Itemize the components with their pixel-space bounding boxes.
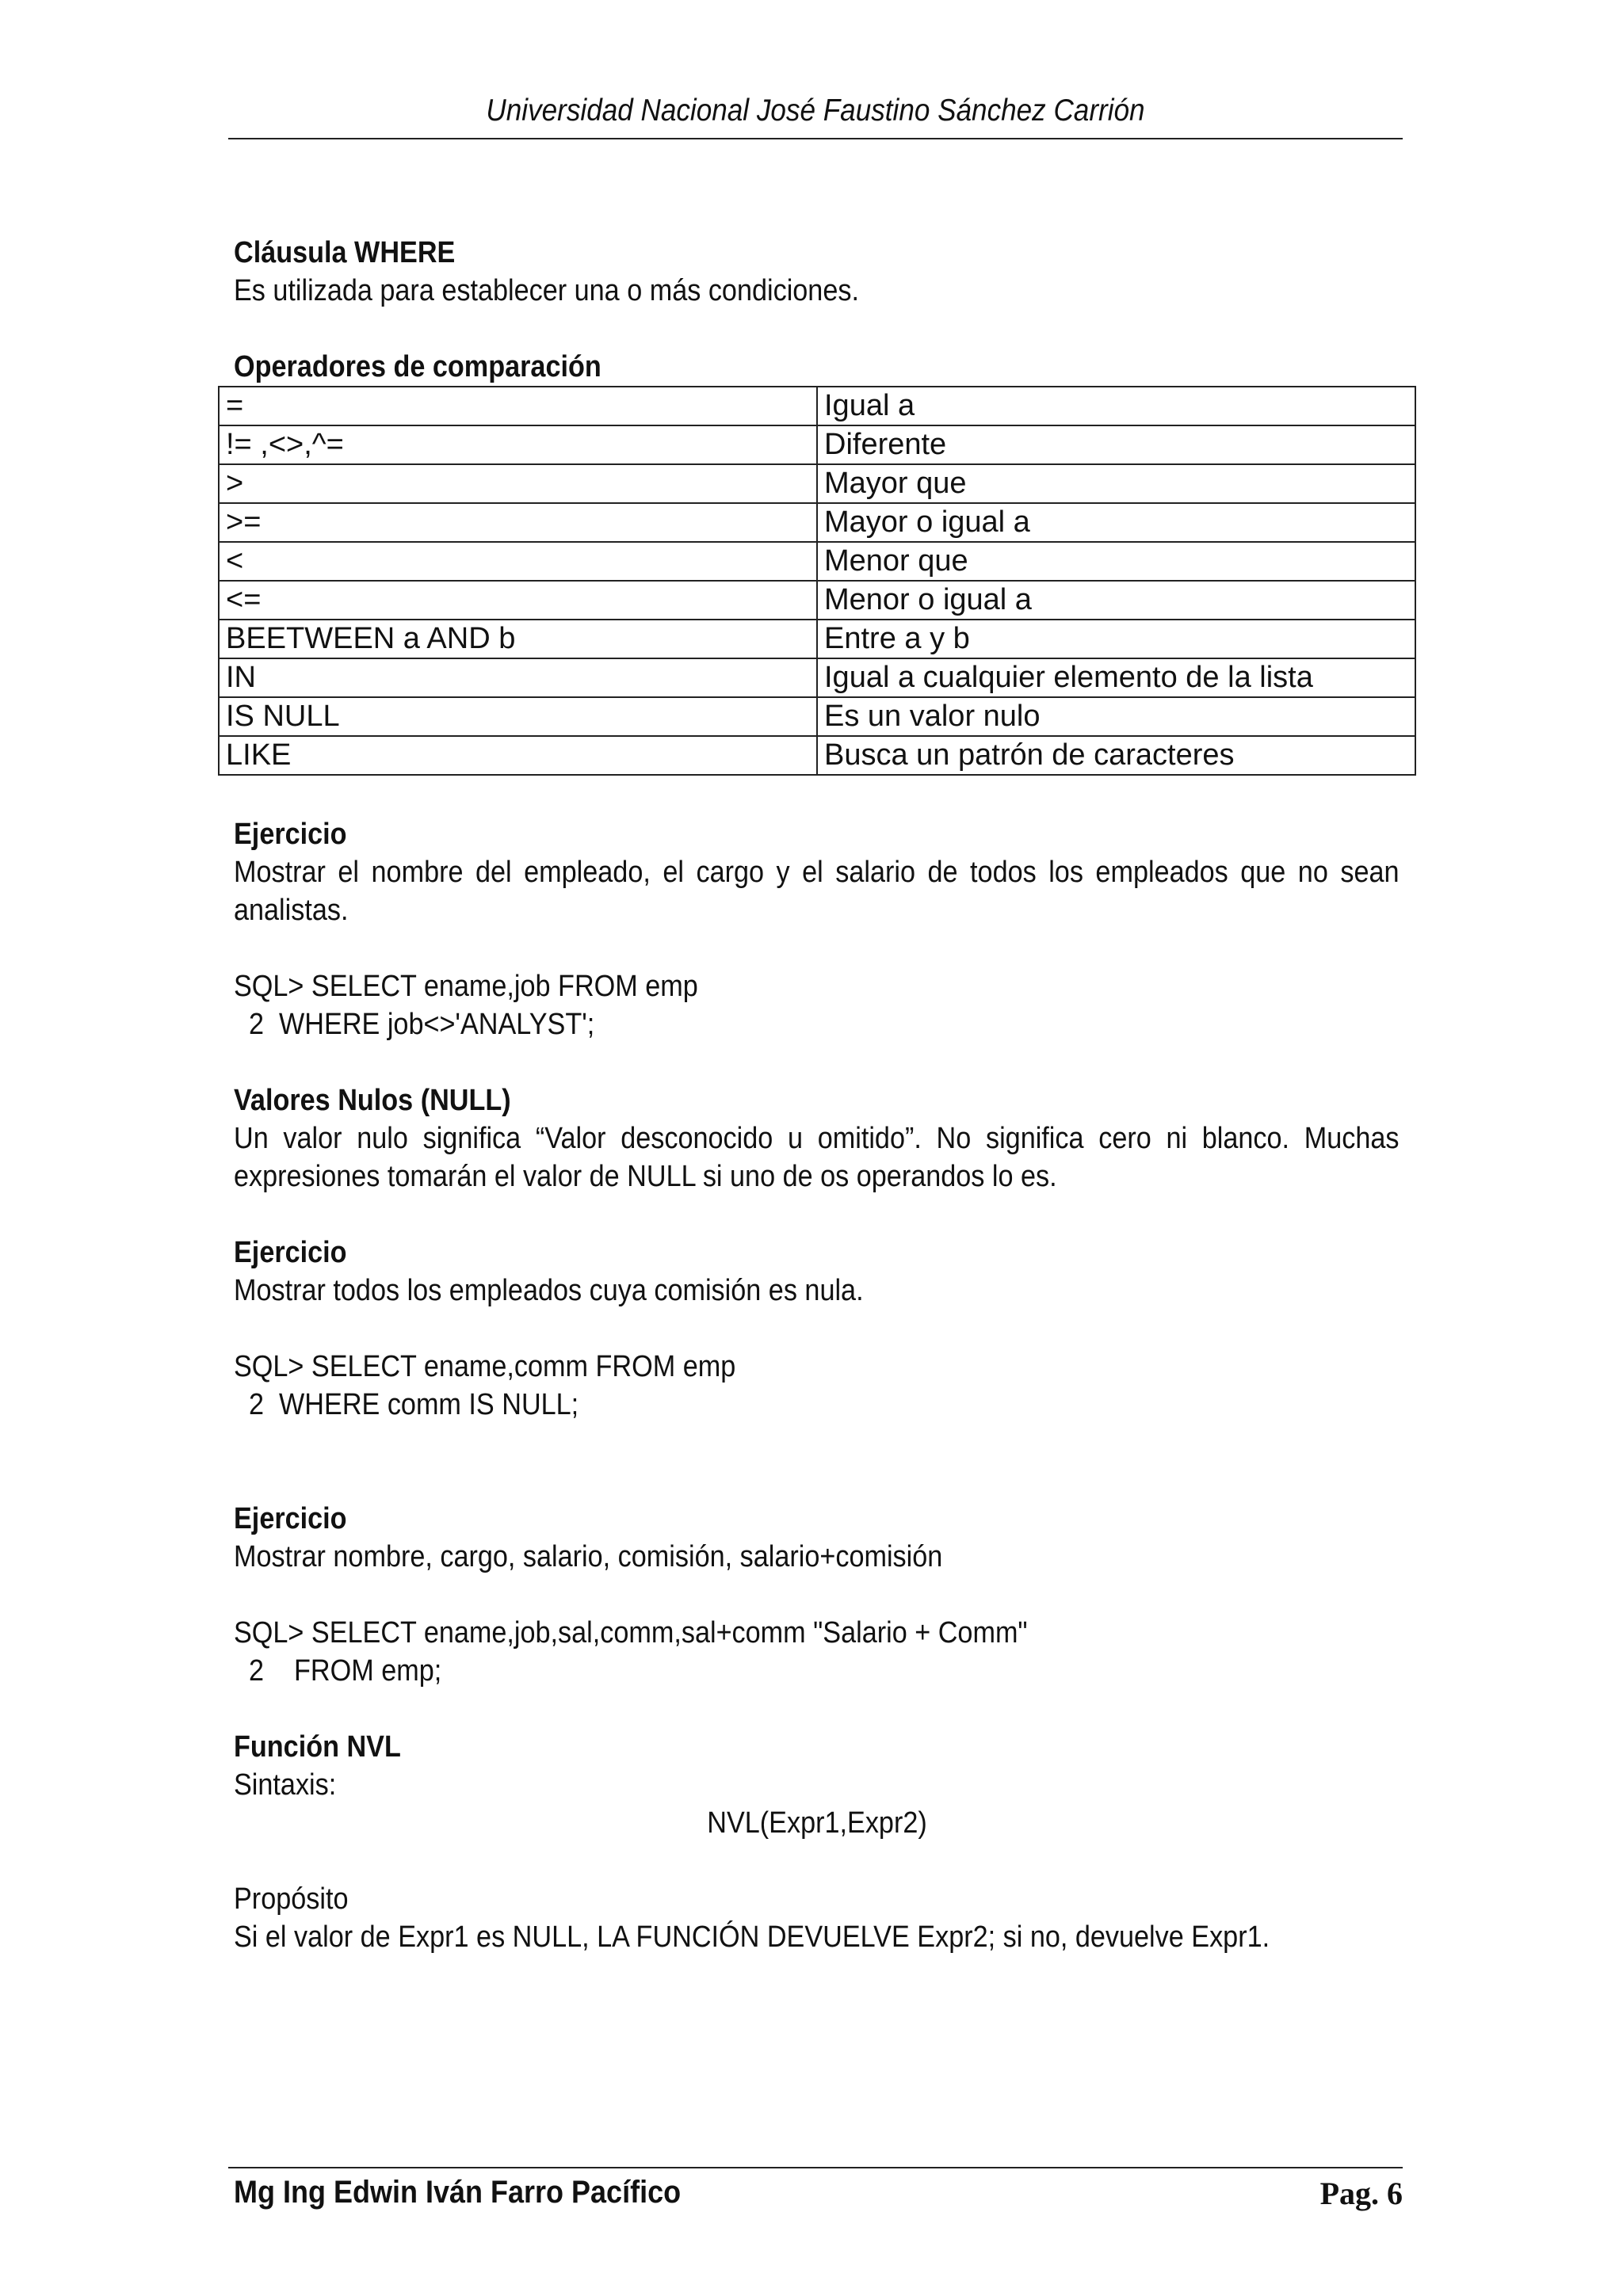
nvl-purpose-text: Si el valor de Expr1 es NULL, LA FUNCIÓN DEVUELVE Expr2; si no, devuelve Expr1. (234, 1920, 1270, 1954)
page-header-title: Universidad Nacional José Faustino Sánchez Carrión (486, 93, 1145, 128)
table-row (219, 387, 1415, 425)
table-row (219, 542, 1415, 581)
where-text: Es utilizada para establecer una o más condiciones. (234, 274, 859, 307)
table-row (219, 425, 1415, 464)
nvl-purpose-label: Propósito (234, 1882, 349, 1916)
table-row (219, 503, 1415, 542)
description-cell: Es un valor nulo (817, 697, 1415, 736)
exercise3-code-line2: 2 FROM emp; (234, 1654, 442, 1688)
operator-cell: = (219, 387, 817, 425)
operator-cell: LIKE (219, 736, 817, 775)
operator-cell: BEETWEEN a AND b (219, 620, 817, 658)
nulls-heading: Valores Nulos (NULL) (234, 1084, 511, 1117)
exercise3-heading: Ejercicio (234, 1502, 347, 1535)
footer-page-number: Pag. 6 (1319, 2176, 1403, 2211)
table-row (219, 620, 1415, 658)
description-cell: Menor que (817, 542, 1415, 581)
nvl-heading: Función NVL (234, 1730, 401, 1764)
table-row (219, 736, 1415, 775)
comparison-table (218, 386, 1416, 776)
operator-cell: IN (219, 658, 817, 697)
where-heading: Cláusula WHERE (234, 236, 456, 269)
exercise1-code-line1: SQL> SELECT ename,job FROM emp (234, 970, 698, 1003)
comparison-heading: Operadores de comparación (234, 350, 601, 383)
table-row (219, 658, 1415, 697)
exercise2-code-line1: SQL> SELECT ename,comm FROM emp (234, 1350, 736, 1383)
description-cell: Entre a y b (817, 620, 1415, 658)
nulls-text: Un valor nulo significa “Valor desconocido u omitido”. No significa cero ni blanco. Muchas expresiones tomarán el valor de NULL si uno de os operandos lo es. (234, 1122, 1400, 1193)
header-rule (228, 138, 1403, 139)
operator-cell: IS NULL (219, 697, 817, 736)
exercise2-heading: Ejercicio (234, 1236, 347, 1269)
operator-cell: < (219, 542, 817, 581)
footer-author: Mg Ing Edwin Iván Farro Pacífico (234, 2175, 682, 2210)
description-cell: Igual a cualquier elemento de la lista (817, 658, 1415, 697)
exercise2-text: Mostrar todos los empleados cuya comisión es nula. (234, 1274, 864, 1307)
exercise1-heading: Ejercicio (234, 818, 347, 851)
exercise3-code-line1: SQL> SELECT ename,job,sal,comm,sal+comm "Salario + Comm" (234, 1616, 1028, 1650)
footer-rule (228, 2167, 1403, 2168)
exercise1-text: Mostrar el nombre del empleado, el cargo y el salario de todos los empleados que no sean analistas. (234, 856, 1400, 927)
page-content (226, 234, 1400, 1956)
operator-cell: != ,<>,^= (219, 425, 817, 464)
exercise2-code-line2: 2 WHERE comm IS NULL; (234, 1388, 579, 1421)
nvl-syntax: NVL(Expr1,Expr2) (707, 1806, 927, 1840)
operator-cell: >= (219, 503, 817, 542)
table-row (219, 464, 1415, 503)
operator-cell: <= (219, 581, 817, 620)
description-cell: Diferente (817, 425, 1415, 464)
exercise1-code-line2: 2 WHERE job<>'ANALYST'; (234, 1008, 595, 1041)
description-cell: Menor o igual a (817, 581, 1415, 620)
description-cell: Mayor que (817, 464, 1415, 503)
operator-cell: > (219, 464, 817, 503)
exercise3-text: Mostrar nombre, cargo, salario, comisión, salario+comisión (234, 1540, 943, 1573)
description-cell: Mayor o igual a (817, 503, 1415, 542)
description-cell: Igual a (817, 387, 1415, 425)
nvl-syntax-label: Sintaxis: (234, 1768, 337, 1802)
table-row (219, 697, 1415, 736)
description-cell: Busca un patrón de caracteres (817, 736, 1415, 775)
table-row (219, 581, 1415, 620)
